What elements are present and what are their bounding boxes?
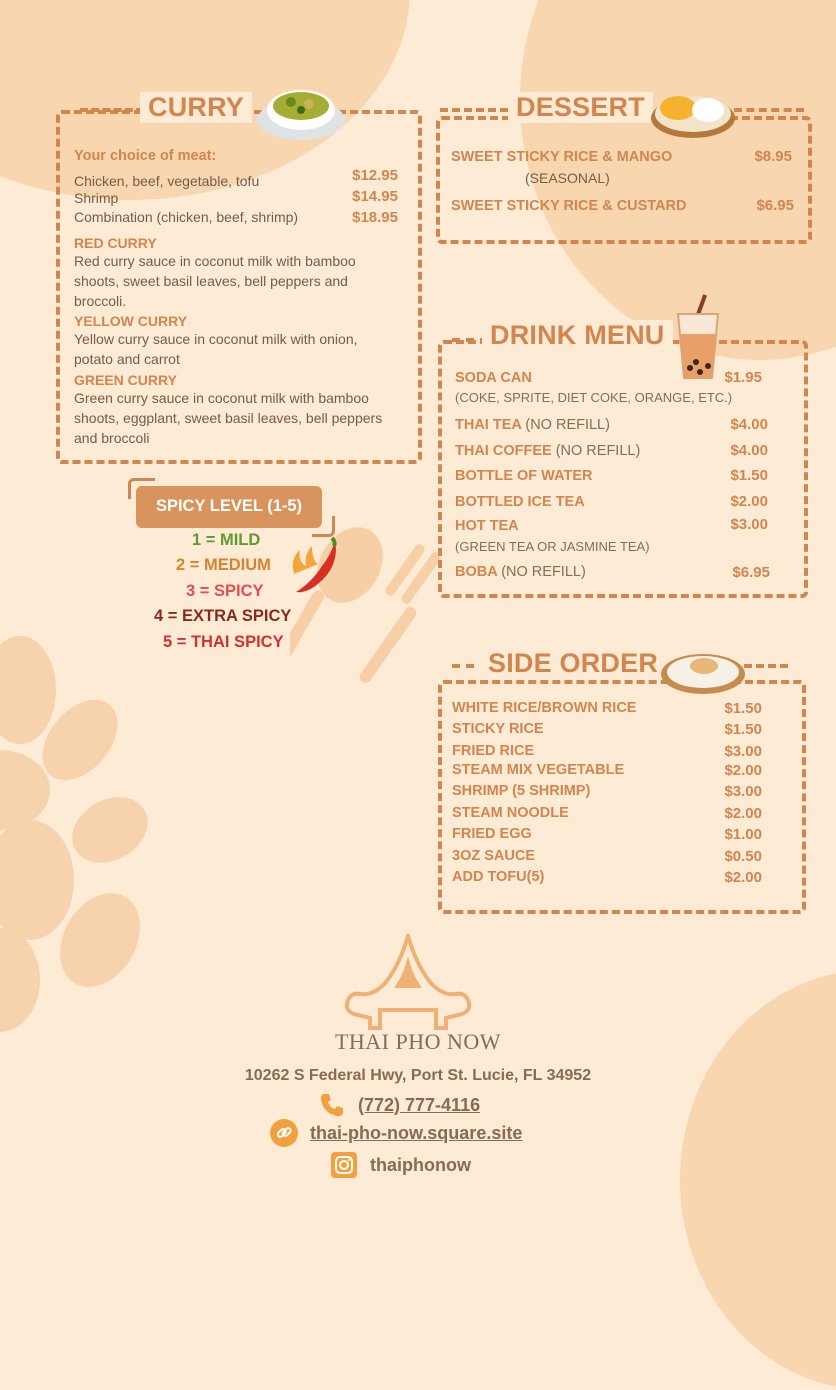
boba-cup-icon — [668, 294, 728, 380]
curry-title-lead — [80, 108, 144, 116]
dessert-item-note: (SEASONAL) — [525, 170, 610, 186]
phone-icon — [318, 1091, 346, 1119]
drink-item-name: THAI TEA (NO REFILL) — [455, 417, 610, 433]
drink-item-name: BOBA (NO REFILL) — [455, 564, 586, 580]
link-icon — [270, 1119, 298, 1147]
curry-type-name: RED CURRY — [74, 235, 157, 251]
drink-item-note: (NO REFILL) — [501, 564, 586, 580]
rice-plate-icon — [660, 646, 746, 696]
drink-item-name: SODA CAN — [455, 370, 532, 386]
drink-item-name: BOTTLE OF WATER — [455, 468, 593, 484]
drink-item-note: (NO REFILL) — [555, 443, 641, 459]
meat-option: Chicken, beef, vegetable, tofu — [74, 173, 260, 189]
spicy-level-mild: 1 = MILD — [192, 531, 261, 549]
side-item-price: $3.00 — [724, 783, 762, 800]
side-item-price: $0.50 — [724, 848, 762, 865]
instagram-handle[interactable]: thaiphonow — [370, 1154, 471, 1175]
meat-heading: Your choice of meat: — [74, 148, 217, 164]
drink-item-name: BOTTLED ICE TEA — [455, 494, 585, 510]
drink-item-price: $3.00 — [730, 516, 768, 533]
curry-type-desc: Yellow curry sauce in coconut milk with onion, potato and carrot — [74, 331, 358, 367]
side-item-price: $2.00 — [724, 805, 762, 822]
drink-item-price: $2.00 — [730, 493, 768, 510]
side-item-price: $2.00 — [724, 762, 762, 779]
instagram-icon — [330, 1151, 358, 1179]
phone-number[interactable]: (772) 777-4116 — [358, 1094, 481, 1115]
side-title-trail — [744, 664, 788, 672]
side-item-price: $1.00 — [724, 826, 762, 843]
drink-item-price: $1.50 — [730, 467, 768, 484]
meat-price: $12.95 — [352, 167, 398, 184]
dessert-title-lead — [440, 108, 508, 116]
thai-temple-logo-icon — [340, 934, 476, 1030]
drink-item-name: HOT TEA — [455, 518, 519, 534]
drink-item-sub: (COKE, SPRITE, DIET COKE, ORANGE, ETC.) — [455, 390, 733, 405]
drink-item-sub: (GREEN TEA OR JASMINE TEA) — [455, 539, 650, 554]
drink-item-price: $4.00 — [730, 416, 768, 433]
drink-item-price: $4.00 — [730, 442, 768, 459]
spicy-level-title: SPICY LEVEL (1-5) — [155, 497, 303, 515]
spicy-level-spicy: 3 = SPICY — [186, 582, 264, 600]
meat-option: Shrimp — [74, 190, 119, 206]
curry-title: CURRY — [140, 92, 252, 123]
mango-sticky-rice-icon — [650, 80, 736, 140]
drink-title: DRINK MENU — [482, 320, 673, 351]
spicy-level-medium: 2 = MEDIUM — [176, 556, 271, 574]
side-order-title: SIDE ORDER — [480, 648, 666, 679]
drink-item-price: $6.95 — [732, 564, 770, 581]
side-item-name: FRIED RICE — [452, 743, 535, 759]
side-item-price: $3.00 — [724, 743, 762, 760]
side-item-name: STEAM MIX VEGETABLE — [452, 762, 625, 778]
side-item-name: FRIED EGG — [452, 826, 532, 842]
dessert-item-name: SWEET STICKY RICE & MANGO — [451, 149, 673, 165]
meat-option: Combination (chicken, beef, shrimp) — [74, 209, 299, 225]
dessert-item-price: $6.95 — [756, 197, 794, 214]
side-item-name: 3OZ SAUCE — [452, 848, 535, 864]
side-item-name: SHRIMP (5 SHRIMP) — [452, 783, 591, 799]
dessert-item-name: SWEET STICKY RICE & CUSTARD — [451, 198, 687, 214]
side-item-name: STEAM NOODLE — [452, 805, 569, 821]
instagram-row[interactable] — [330, 1150, 471, 1180]
curry-type-desc: Red curry sauce in coconut milk with bamboo shoots, sweet basil leaves, bell peppers and broccoli. — [74, 253, 356, 309]
side-item-name: WHITE RICE/BROWN RICE — [452, 700, 637, 716]
curry-type-desc: Green curry sauce in coconut milk with bamboo shoots, eggplant, sweet basil leaves, bell peppers and broccoli — [74, 390, 383, 446]
meat-price: $18.95 — [352, 209, 398, 226]
side-item-price: $1.50 — [724, 721, 762, 738]
side-item-name: ADD TOFU(5) — [452, 869, 545, 885]
side-item-name: STICKY RICE — [452, 721, 544, 737]
brand-name: THAI PHO NOW — [334, 1029, 502, 1054]
drink-item-name: THAI COFFEE (NO REFILL) — [455, 443, 641, 459]
badge-corner-right — [312, 516, 335, 537]
curry-type-name: GREEN CURRY — [74, 372, 177, 388]
side-item-price: $1.50 — [724, 700, 762, 717]
dessert-box — [436, 116, 812, 244]
badge-corner-left — [128, 478, 155, 499]
spicy-level-thai-spicy: 5 = THAI SPICY — [163, 633, 284, 651]
curry-type-name: YELLOW CURRY — [74, 313, 188, 329]
side-item-price: $2.00 — [724, 869, 762, 886]
drink-item-note: (NO REFILL) — [525, 417, 610, 433]
drink-item-price: $1.95 — [724, 369, 762, 386]
address: 10262 S Federal Hwy, Port St. Lucie, FL 34952 — [244, 1067, 592, 1084]
dessert-item-price: $8.95 — [754, 148, 792, 165]
phone-row[interactable] — [318, 1090, 480, 1120]
chili-pepper-icon — [286, 536, 342, 600]
dessert-title-trail — [734, 108, 804, 116]
curry-bowl-icon — [255, 80, 347, 142]
meat-price: $14.95 — [352, 188, 398, 205]
thai-flower-decoration — [0, 620, 180, 1050]
dessert-title: DESSERT — [508, 92, 653, 123]
spicy-level-extra-spicy: 4 = EXTRA SPICY — [154, 607, 292, 625]
website-row[interactable] — [270, 1118, 522, 1148]
website-link[interactable]: thai-pho-now.square.site — [310, 1122, 523, 1143]
